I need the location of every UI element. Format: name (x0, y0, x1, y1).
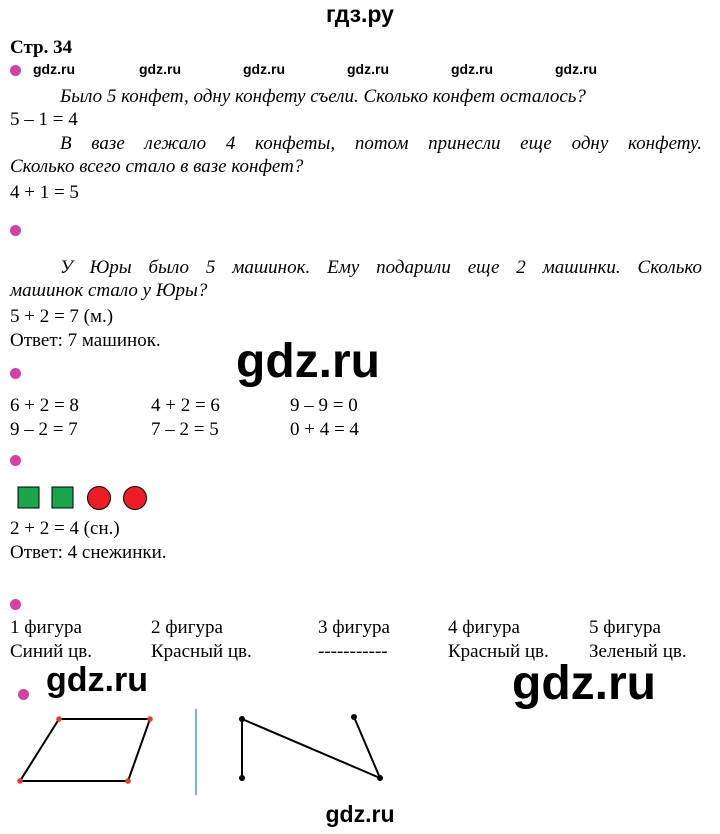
figure-color: Красный цв. (448, 641, 549, 662)
figure-color: Синий цв. (10, 641, 92, 662)
watermark-small: gdz.ru (555, 61, 597, 77)
vertex-dot (147, 716, 153, 722)
red-circle (124, 487, 147, 510)
bullet-task-3 (10, 368, 21, 379)
task3-expr: 9 – 9 = 0 (290, 395, 358, 416)
watermark-medium: gdz.ru (46, 661, 148, 699)
task3-expr: 4 + 2 = 6 (151, 395, 220, 416)
task2-problem-line2: машинок стало у Юры? (10, 280, 208, 301)
task1-problem2-line2: Сколько всего стало в вазе конфет? (10, 156, 304, 177)
bullet-task-2 (10, 225, 21, 236)
watermark-big: gdz.ru (236, 335, 380, 388)
vertex-dot (239, 716, 245, 722)
task2-solution: 5 + 2 = 7 (м.) (10, 306, 114, 327)
task3-expr: 7 – 2 = 5 (151, 419, 219, 440)
watermark-small: gdz.ru (451, 61, 493, 77)
vertex-dot (377, 775, 383, 781)
task4-solution: 2 + 2 = 4 (сн.) (10, 518, 120, 539)
site-header: гдз.ру (326, 1, 394, 27)
footer-watermark: gdz.ru (325, 801, 395, 827)
shapes-row (15, 484, 155, 516)
parallelogram (20, 719, 150, 781)
figure-label: 5 фигура (589, 617, 661, 638)
figure-color: Зеленый цв. (589, 641, 687, 662)
bullet-task-4 (10, 455, 21, 466)
red-circle (88, 487, 111, 510)
watermark-small: gdz.ru (139, 61, 181, 77)
figure-label: 4 фигура (448, 617, 520, 638)
figure-color: ----------- (318, 641, 388, 662)
task1-problem1: Было 5 конфет, одну конфету съели. Сколько конфет осталось? (60, 86, 586, 107)
task3-expr: 0 + 4 = 4 (290, 419, 359, 440)
figure-label: 1 фигура (10, 617, 82, 638)
vertex-dot (56, 716, 62, 722)
watermark-small: gdz.ru (347, 61, 389, 77)
task4-answer: Ответ: 4 снежинки. (10, 542, 167, 563)
vertex-dot (239, 775, 245, 781)
figure-label: 3 фигура (318, 617, 390, 638)
green-square (52, 487, 73, 508)
vertex-dot (351, 714, 357, 720)
task1-problem2-line1: В вазе лежало 4 конфеты, потом принесли еще одну конфету. (60, 133, 702, 154)
bullet-task-6 (18, 689, 29, 700)
bullet-task-5 (10, 599, 21, 610)
task2-problem-line1: У Юры было 5 машинок. Ему подарили еще 2 машинки. Сколько (60, 257, 702, 278)
task2-answer: Ответ: 7 машинок. (10, 330, 161, 351)
task1-answer2: 4 + 1 = 5 (10, 182, 79, 203)
watermark-small: gdz.ru (33, 61, 75, 77)
task3-expr: 6 + 2 = 8 (10, 395, 79, 416)
figure-label: 2 фигура (151, 617, 223, 638)
figure-color: Красный цв. (151, 641, 252, 662)
watermark-big: gdz.ru (512, 657, 656, 710)
page-title: Стр. 34 (10, 37, 73, 58)
vertex-dot (17, 778, 23, 784)
watermark-small: gdz.ru (243, 61, 285, 77)
vertex-dot (125, 778, 131, 784)
green-square (18, 487, 39, 508)
task3-expr: 9 – 2 = 7 (10, 419, 78, 440)
bullet-task-1 (10, 65, 21, 76)
task1-answer1: 5 – 1 = 4 (10, 109, 78, 130)
geometry-drawing (10, 705, 400, 800)
broken-line (242, 717, 380, 778)
